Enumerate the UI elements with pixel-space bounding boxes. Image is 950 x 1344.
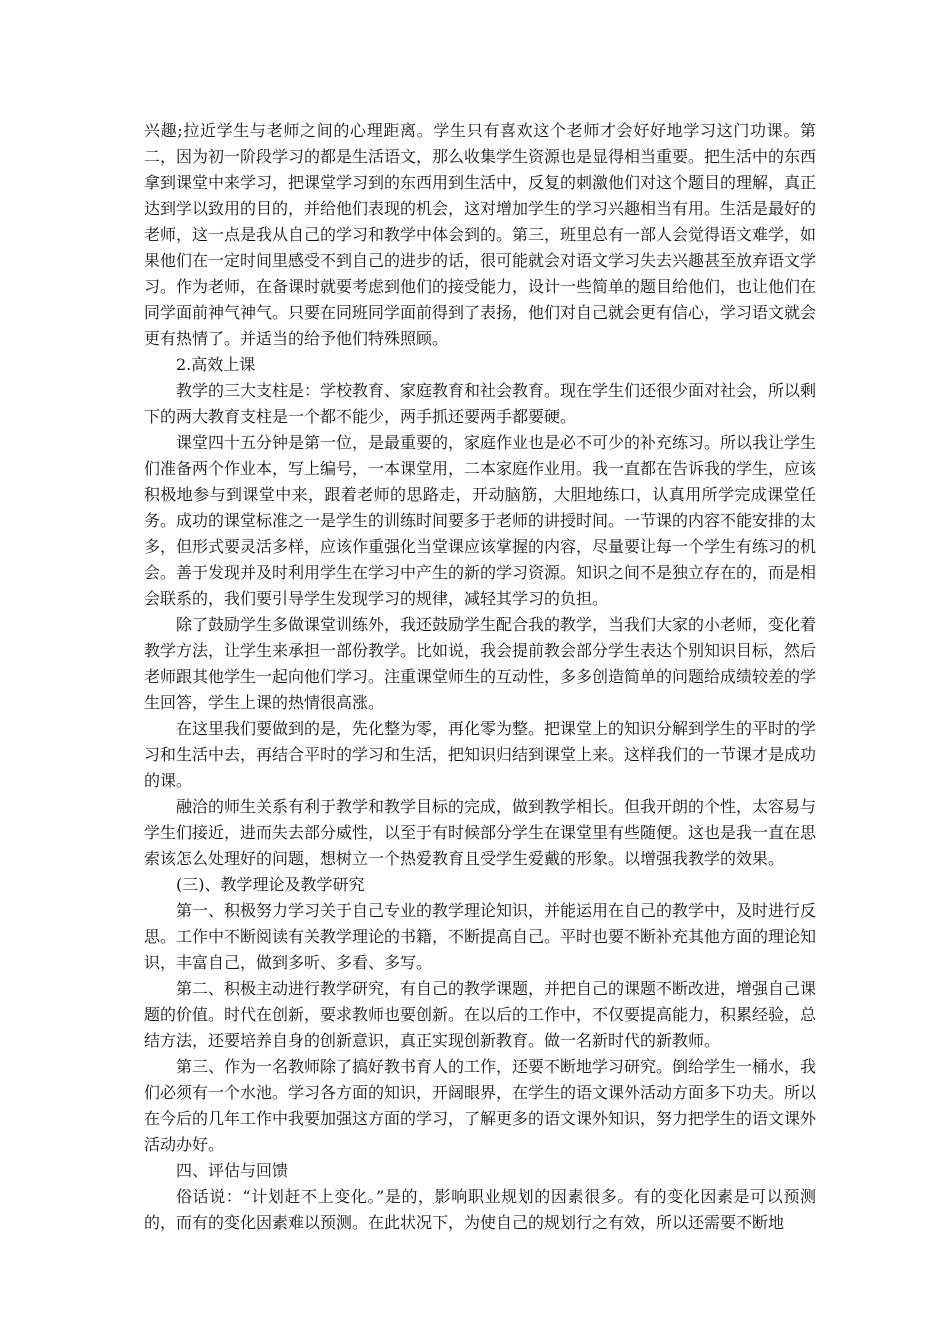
paragraph-interest: 兴趣;拉近学生与老师之间的心理距离。学生只有喜欢这个老师才会好好地学习这门功课。第二，因为初一阶段学习的都是生活语文，那么收集学生资源也是显得相当重要。把生活中的东西拿到课堂中来学习，把课堂学习到的东西用到生活中，反复的刺激他们对这个题目的理解，真正达到学以致用的目的，并给他们表现的机会，这对增加学生的学习兴趣相当有用。生活是最好的老师，这一点是我从自己的学习和教学中体会到的。第三，班里总有一部人会觉得语文难学，如果他们在一定时间里感受不到自己的进步的话，很可能就会对语文学习失去兴趣甚至放弃语文学习。作为老师，在备课时就要考虑到他们的接受能力，设计一些简单的题目给他们，也让他们在同学面前神气神气。只要在同班同学面前得到了表扬，他们对自己就会更有信心，学习语文就会更有热情了。并适当的给予他们特殊照顾。 — [144, 121, 817, 348]
paragraph-student-teachers: 除了鼓励学生多做课堂训练外，我还鼓励学生配合我的教学，当我们大家的小老师，变化着教学方法，让学生来承担一部份教学。比如说，我会提前教会部分学生表达个别知识目标，然后老师跟其他学生一起向他们学习。注重课堂师生的互动性，多多创造简单的问题给成绩较差的学生回答，学生上课的热情很高涨。 — [144, 615, 817, 712]
paragraph-theory-third: 第三、作为一名教师除了搞好教书育人的工作，还要不断地学习研究。倒给学生一桶水，我们必须有一个水池。学习各方面的知识，开阔眼界，在学生的语文课外活动方面多下功夫。所以在今后的几年工作中我要加强这方面的学习，了解更多的语文课外知识，努力把学生的语文课外活动办好。 — [144, 1057, 817, 1154]
paragraph-relationship: 融洽的师生关系有利于教学和教学目标的完成，做到教学相长。但我开朗的个性，太容易与学生们接近，进而失去部分威性，以至于有时候部分学生在课堂里有些随便。这也是我一直在思索该怎么处理好的问题，想树立一个热爱教育且受学生爱戴的形象。以增强我教学的效果。 — [144, 797, 817, 868]
paragraph-plan-change: 俗话说：“计划赶不上变化。”是的，影响职业规划的因素很多。有的变化因素是可以预测的，而有的变化因素难以预测。在此状况下，为使自己的规划行之有效，所以还需要不断地 — [144, 1187, 816, 1232]
paragraph-theory-first: 第一、积极努力学习关于自己专业的教学理论知识，并能运用在自己的教学中，及时进行反思。工作中不断阅读有关教学理论的书籍，不断提高自己。平时也要不断补充其他方面的理论知识，丰富自己，做到多听、多看、多写。 — [144, 901, 817, 972]
paragraph-whole-parts: 在这里我们要做到的是，先化整为零，再化零为整。把课堂上的知识分解到学生的平时的学习和生活中去，再结合平时的学习和生活，把知识归结到课堂上来。这样我们的一节课才是成功的课。 — [144, 719, 817, 790]
paragraph-three-pillars: 教学的三大支柱是：学校教育、家庭教育和社会教育。现在学生们还很少面对社会，所以剩下的两大教育支柱是一个都不能少，两手抓还要两手都要硬。 — [144, 381, 817, 426]
heading-evaluation-feedback: 四、评估与回馈 — [176, 1161, 289, 1180]
heading-efficient-class: 2.高效上课 — [176, 355, 256, 374]
paragraph-theory-second: 第二、积极主动进行教学研究，有自己的教学课题，并把自己的课题不断改进，增强自己课题的价值。时代在创新，要求教师也要创新。在以后的工作中，不仅要提高能力，积累经验，总结方法，还要培养自身的创新意识，真正实现创新教育。做一名新时代的新教师。 — [144, 979, 817, 1050]
paragraph-class-time: 课堂四十五分钟是第一位，是最重要的，家庭作业也是必不可少的补充练习。所以我让学生们准备两个作业本，写上编号，一本课堂用，二本家庭作业用。我一直都在告诉我的学生，应该积极地参与到课堂中来，跟着老师的思路走，开动脑筋，大胆地练口，认真用所学完成课堂任务。成功的课堂标准之一是学生的训练时间要多于老师的讲授时间。一节课的内容不能安排的太多，但形式要灵活多样，应该作重强化当堂课应该掌握的内容，尽量要让每一个学生有练习的机会。善于发现并及时利用学生在学习中产生的新的学习资源。知识之间不是独立存在的，而是相会联系的，我们要引导学生发现学习的规律，减轻其学习的负担。 — [144, 433, 817, 608]
heading-teaching-theory: (三)、教学理论及教学研究 — [176, 875, 365, 894]
document-body — [144, 118, 816, 1236]
